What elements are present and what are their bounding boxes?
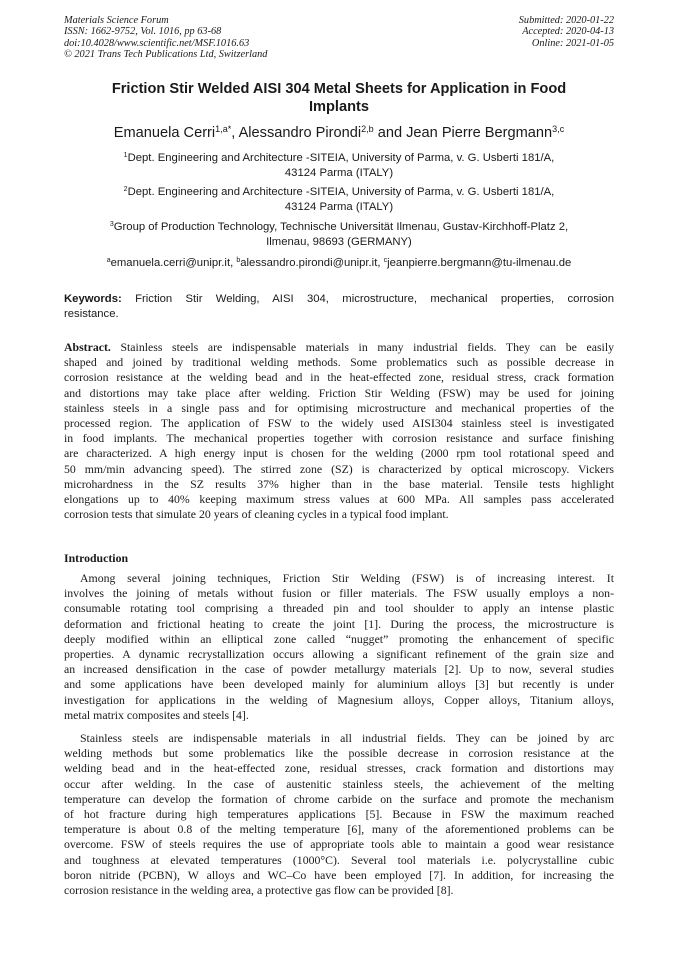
journal-info (64, 15, 394, 60)
author-separator: , (231, 125, 239, 141)
author-affiliation-marker: 1,a* (215, 124, 232, 135)
affiliation-text: 43124 Parma (ITALY) (284, 166, 394, 179)
email-link[interactable]: jeanpierre.bergmann@tu-ilmenau.de (387, 257, 572, 269)
abstract-line: Stainless steels are indispensable materials in many industrial fields. They can be easily (110, 340, 614, 354)
author-list (64, 124, 614, 142)
affiliation-text: 43124 Parma (ITALY) (284, 200, 394, 213)
affiliation-marker: 1 (123, 152, 128, 160)
affiliation-text: Ilmenau, 98693 (GERMANY) (266, 235, 412, 248)
title-line: Friction Stir Welded AISI 304 Metal Sheets for Application in Food (111, 81, 567, 97)
paragraph-line: occur after welding. In the case of austenitic stainless steels, the achievement of the melting (64, 776, 614, 791)
abstract-line: corrosion tests that simulate 20 years of cleaning cycles in a typical food implant. (64, 507, 449, 522)
affiliation-text: Dept. Engineering and Architecture -SITEIA, University of Parma, v. G. Usberti 181/A, (127, 152, 555, 164)
abstract-line: in food implants. The mechanical properties together with corrosion resistance and surface finishing (64, 431, 614, 446)
paragraph-line: consumable rotating tool comprising a threaded pin and tool shoulder to apply an intense plastic (64, 601, 614, 616)
issn-line: ISSN: 1662-9752, Vol. 1016, pp 63-68 (64, 26, 222, 38)
author-affiliation-marker: 2,b (361, 124, 374, 135)
author-affiliation-marker: 3,c (552, 124, 565, 135)
affiliation-text: Dept. Engineering and Architecture -SITEIA, University of Parma, v. G. Usberti 181/A, (127, 186, 555, 198)
paragraph-line: of hot fracture during high temperatures applications [5]. Because in FSW the maximum reached (64, 807, 614, 822)
abstract-line: corrosion resistance at the welding bead and in the heat-effected zone, residual stress, crack formation (64, 370, 614, 385)
paragraph-line: corrosion resistance in the welding area, a protective gas flow can be provided [8]. (64, 883, 454, 898)
doi-line[interactable]: doi:10.4028/www.scientific.net/MSF.1016.63 (64, 37, 250, 49)
affiliation-2 (64, 185, 614, 215)
introduction-paragraph-1 (64, 571, 614, 723)
author-emails (64, 256, 614, 271)
affiliation-3 (64, 220, 614, 250)
introduction-paragraph-2 (64, 731, 614, 898)
paragraph-line: properties. A dynamic recrystallization occurs allowing a significant refinement of the grain size and (64, 647, 614, 662)
affiliation-marker: 3 (109, 221, 114, 229)
journal-name: Materials Science Forum (64, 15, 169, 26)
abstract-line: microhardness in the SZ results 37% higher than in the base material. Tensile tests highlight (64, 476, 614, 491)
author-separator: and (373, 125, 407, 141)
author-name: Emanuela Cerri (113, 125, 216, 141)
abstract-line: processed region. The application of FSW to the widely used AISI304 stainless steel is investigated (64, 416, 614, 431)
paragraph-line: deformation and frictional heating to create the joint [1]. During the process, the microstructure is (64, 616, 614, 631)
abstract-line: shaped and joined by traditional welding methods. Some problematics such as possible decrease in (64, 355, 614, 370)
paragraph-line: and some applications have been developed mainly for aluminium alloys [3] but recently is under (64, 677, 614, 692)
affiliation-text: Group of Production Technology, Technische Universität Ilmenau, Gustav-Kirchhoff-Platz 2, (113, 221, 569, 233)
paragraph-line: and toughness at elevated temperatures (1000°C). Several tool materials i.e. polycrystalline cubic (64, 852, 614, 867)
accepted-date: Accepted: 2020-04-13 (522, 26, 614, 38)
paragraph-line: overcome. FSW of steels requires the use of appropriate tools able to maintain a good wear resistance (64, 837, 614, 852)
paragraph-line: involves the joining of metals without fusion or filler materials. The FSW usually employs a non- (64, 586, 614, 601)
email-link[interactable]: emanuela.cerri@unipr.it, (110, 257, 237, 269)
email-marker: a (106, 257, 111, 265)
copyright-line: © 2021 Trans Tech Publications Ltd, Switzerland (64, 48, 268, 60)
author-name: Jean Pierre Bergmann (406, 125, 553, 141)
paragraph-line: temperature is about 0.8 of the melting temperature [6], many of the aforementioned problems can be (64, 822, 614, 837)
keywords-section (64, 292, 614, 321)
abstract-line: elongations up to 40% keeping maximum stress values at 600 MPa. All samples pass accelerated (64, 492, 614, 507)
title-line: Implants (308, 99, 369, 115)
abstract-line: are characterized. A high energy input is chosen for the welding (2000 rpm tool rotational speed and (64, 446, 614, 461)
email-marker: c (383, 257, 388, 265)
paragraph-line: metal matrix composites and steels [4]. (64, 707, 249, 722)
online-date: Online: 2021-01-05 (531, 37, 614, 49)
paragraph-line: temperature can develop the formation of chrome carbide on the surface and promote the mechanism (64, 791, 614, 806)
keywords-text: resistance. (64, 307, 119, 320)
email-link[interactable]: alessandro.pirondi@unipr.it, (240, 257, 384, 269)
paragraph-line: boron nitride (PCBN), W alloys and WC–Co have been employed [7]. In addition, for increasing the (64, 867, 614, 882)
publication-dates (414, 15, 614, 49)
author-name: Alessandro Pirondi (238, 125, 362, 141)
submitted-date: Submitted: 2020-01-22 (518, 15, 614, 26)
paragraph-line: investigation for applications in the welding of Magnesium alloys, Copper alloys, Titanium alloys, (64, 692, 614, 707)
introduction-heading: Introduction (64, 551, 129, 565)
keywords-text: Friction Stir Welding, AISI 304, microstructure, mechanical properties, corrosion (135, 293, 614, 305)
paragraph-line: welding bead and in the heat-effected zone, residual stresses, crack formation and distortions may (64, 761, 614, 776)
paragraph-line: Stainless steels are indispensable materials in all industrial fields. They can be joined by arc (80, 731, 614, 745)
paragraph-line: welding methods but some problematics like the possible decrease in corrosion resistance at the (64, 746, 614, 761)
affiliation-1 (64, 151, 614, 181)
paper-title (64, 80, 614, 116)
abstract-line: stainless steels in a single pass and for optimising microstructure and mechanical properties of the (64, 400, 614, 415)
abstract-section (64, 340, 614, 522)
paragraph-line: Among several joining techniques, Friction Stir Welding (FSW) is of increasing interest. It (80, 571, 614, 585)
email-marker: b (236, 257, 241, 265)
abstract-line: 50 mm/min advancing speed). The stirred zone (SZ) is characterized by optical microscopy. Vickers (64, 461, 614, 476)
abstract-line: and distortions may take place after welding. Friction Stir Welding (FSW) may be used for joining (64, 385, 614, 400)
paragraph-line: deeply modified within an elliptical zone called “nugget” promoting the enhancement of specific (64, 631, 614, 646)
paragraph-line: an increased densification in the case of powder metallurgy materials [2]. Up to now, several studies (64, 662, 614, 677)
affiliation-marker: 2 (123, 186, 128, 194)
keywords-label: Keywords: (64, 293, 122, 305)
abstract-label: Abstract. (64, 340, 111, 354)
